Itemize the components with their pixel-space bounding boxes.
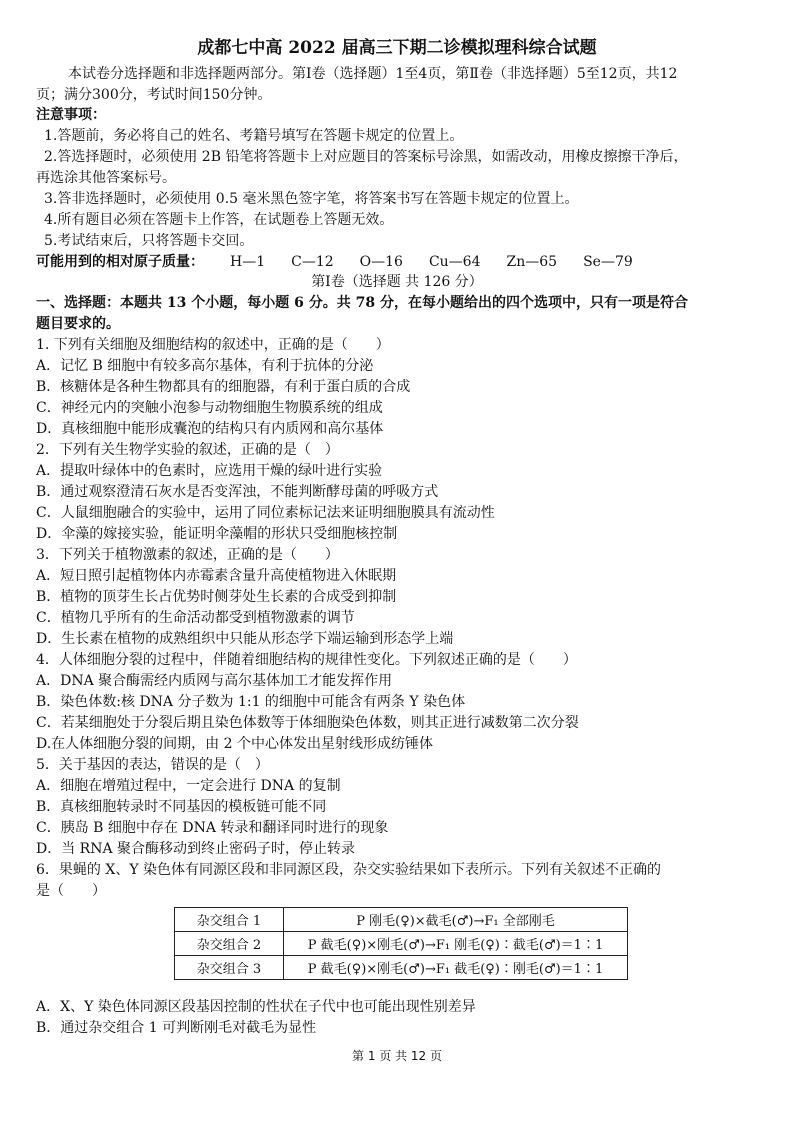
mass-o: O—16 [359, 254, 403, 270]
mass-h: H—1 [230, 254, 266, 270]
section-instructions-2: 题目要求的。 [36, 316, 120, 332]
section-title: 第Ⅰ卷（选择题 共 126 分） [311, 274, 483, 290]
question-2-option-b: B．通过观察澄清石灰水是否变浑浊，不能判断酵母菌的呼吸方式 [36, 484, 439, 500]
question-5-option-c: C．胰岛 B 细胞中存在 DNA 转录和翻译同时进行的现象 [36, 820, 389, 836]
mass-zn: Zn—65 [506, 254, 558, 270]
note-item-5: 5.考试结束后，只将答题卡交回。 [44, 233, 254, 249]
note-item-2: 2.答选择题时，必须使用 2B 铅笔将答题卡上对应题目的答案标号涂黑，如需改动，用橡皮擦擦干净后， [44, 149, 688, 165]
question-3-option-b: B．植物的顶芽生长占优势时侧芽处生长素的合成受到抑制 [36, 589, 397, 605]
section-instructions-1: 一、选择题：本题共 13 个小题，每小题 6 分。共 78 分，在每小题给出的四个选项中，只有一项是符合 [36, 295, 688, 311]
page-number: 第 1 页 共 12 页 [352, 1049, 442, 1063]
question-2-stem: 2．下列有关生物学实验的叙述，正确的是（ ） [36, 442, 339, 458]
table-cell: P 截毛(♀)×刚毛(♂)→F₁ 刚毛(♀)∶截毛(♂)＝1∶1 [284, 932, 628, 956]
question-2-option-a: A．提取叶绿体中的色素时，应选用干燥的绿叶进行实验 [36, 463, 383, 479]
table-cell: 杂交组合 1 [175, 908, 284, 932]
question-4-option-a: A．DNA 聚合酶需经内质网与高尔基体加工才能发挥作用 [36, 673, 393, 689]
note-item-3: 3.答非选择题时，必须使用 0.5 毫米黑色签字笔，将答案书写在答题卡规定的位置上。 [44, 191, 579, 207]
table-row [175, 956, 628, 980]
question-6-stem: 6．果蝇的 X、Y 染色体有同源区段和非同源区段，杂交实验结果如下表所示。下列有关叙述不正确的 [36, 862, 662, 878]
question-5-option-d: D．当 RNA 聚合酶移动到终止密码子时，停止转录 [36, 841, 356, 857]
atomic-masses-label: 可能用到的相对原子质量： [36, 254, 204, 270]
question-3-option-d: D．生长素在植物的成熟组织中只能从形态学下端运输到形态学上端 [36, 631, 454, 647]
intro-line-2: 页；满分300分，考试时间150分钟。 [36, 87, 272, 103]
question-2-option-d: D．伞藻的嫁接实验，能证明伞藻帽的形状只受细胞核控制 [36, 526, 398, 542]
page-title: 成都七中高 2022 届高三下期二诊模拟理科综合试题 [197, 38, 597, 58]
question-1-option-a: A．记忆 B 细胞中有较多高尔基体，有利于抗体的分泌 [36, 358, 374, 374]
cross-results-table [174, 907, 628, 980]
question-3-stem: 3．下列关于植物激素的叙述，正确的是（ ） [36, 547, 339, 563]
question-5-option-a: A．细胞在增殖过程中，一定会进行 DNA 的复制 [36, 778, 341, 794]
table-row [175, 932, 628, 956]
table-cell: 杂交组合 2 [175, 932, 284, 956]
intro-line-1: 本试卷分选择题和非选择题两部分。第Ⅰ卷（选择题）1至4页，第Ⅱ卷（非选择题）5至12页，共12 [68, 66, 678, 82]
question-6-option-b: B．通过杂交组合 1 可判断刚毛对截毛为显性 [36, 1020, 317, 1036]
note-item-1: 1.答题前，务必将自己的姓名、考籍号填写在答题卡规定的位置上。 [44, 128, 464, 144]
table-cell: P 刚毛(♀)×截毛(♂)→F₁ 全部刚毛 [284, 908, 628, 932]
question-5-stem: 5．关于基因的表达，错误的是（ ） [36, 757, 269, 773]
question-1-option-b: B．核糖体是各种生物都具有的细胞器，有利于蛋白质的合成 [36, 379, 411, 395]
note-item-2-cont: 再选涂其他答案标号。 [36, 170, 176, 186]
question-1-option-c: C．神经元内的突触小泡参与动物细胞生物膜系统的组成 [36, 400, 383, 416]
mass-cu: Cu—64 [428, 254, 481, 270]
question-1-stem: 1. 下列有关细胞及细胞结构的叙述中，正确的是（ ） [36, 337, 390, 353]
table-cell: P 截毛(♀)×刚毛(♂)→F₁ 截毛(♀)∶刚毛(♂)＝1∶1 [284, 956, 628, 980]
question-3-option-a: A．短日照引起植物体内赤霉素含量升高使植物进入休眠期 [36, 568, 397, 584]
note-item-4: 4.所有题目必须在答题卡上作答，在试题卷上答题无效。 [44, 212, 394, 228]
notes-heading: 注意事项： [36, 107, 106, 123]
question-5-option-b: B．真核细胞转录时不同基因的模板链可能不同 [36, 799, 327, 815]
mass-se: Se—79 [583, 254, 633, 270]
question-4-option-b: B．染色体数:核 DNA 分子数为 1:1 的细胞中可能含有两条 Y 染色体 [36, 694, 466, 710]
question-4-option-c: C．若某细胞处于分裂后期且染色体数等于体细胞染色体数，则其正进行减数第二次分裂 [36, 715, 579, 731]
question-4-option-d: D.在人体细胞分裂的间期，由 2 个中心体发出星射线形成纺锤体 [36, 736, 433, 752]
mass-c: C—12 [291, 254, 334, 270]
atomic-masses [36, 252, 760, 273]
question-2-option-c: C．人鼠细胞融合的实验中，运用了同位素标记法来证明细胞膜具有流动性 [36, 505, 495, 521]
question-6-stem-cont: 是（ ） [36, 883, 106, 899]
table-row [175, 908, 628, 932]
question-3-option-c: C．植物几乎所有的生命活动都受到植物激素的调节 [36, 610, 355, 626]
question-4-stem: 4．人体细胞分裂的过程中，伴随着细胞结构的规律性变化。下列叙述正确的是（ ） [36, 652, 577, 668]
question-1-option-d: D．真核细胞中能形成囊泡的结构只有内质网和高尔基体 [36, 421, 384, 437]
question-6-option-a: A．X、Y 染色体同源区段基因控制的性状在子代中也可能出现性别差异 [36, 999, 476, 1015]
table-cell: 杂交组合 3 [175, 956, 284, 980]
